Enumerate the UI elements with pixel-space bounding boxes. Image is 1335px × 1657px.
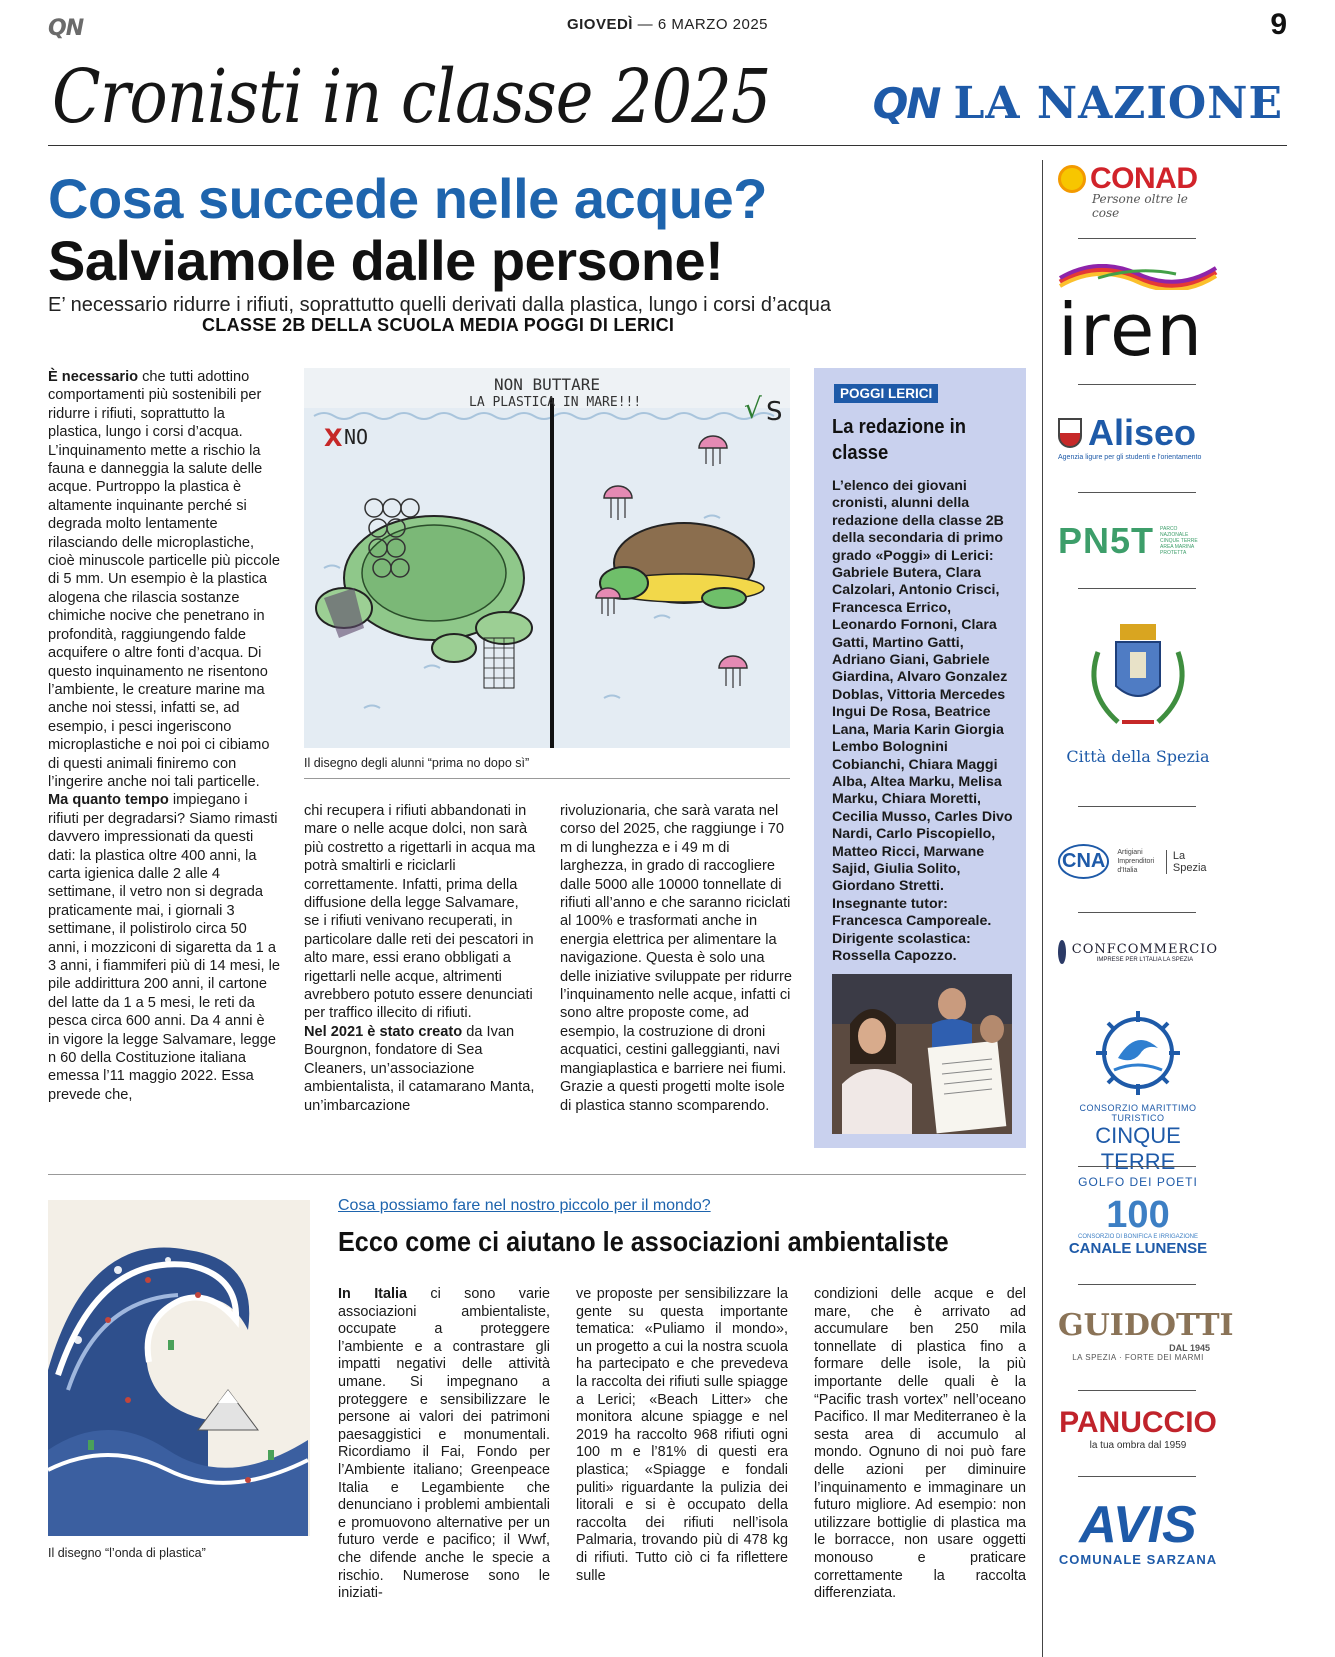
sponsor-rule [1078, 1390, 1196, 1391]
lunense-anniversary: 100 [1106, 1194, 1170, 1236]
eagle-icon [1058, 940, 1066, 964]
city-crest-icon [1058, 622, 1218, 742]
panuccio-logo: PANUCCIO [1059, 1406, 1217, 1439]
cinque-terre-consortium: CONSORZIO MARITTIMO TURISTICO [1079, 1103, 1197, 1123]
sponsor-rule [1078, 588, 1196, 589]
pn5t-subtitle: PARCO NAZIONALE CINQUE TERRE AREA MARINA PROTETTA [1160, 526, 1198, 556]
sponsor-avis[interactable] [1058, 1498, 1218, 1567]
shield-icon [1058, 418, 1082, 448]
cinque-terre-logo: CINQUE TERRE [1095, 1123, 1181, 1174]
iren-logo: iren [1058, 288, 1204, 372]
sponsor-cna[interactable] [1058, 844, 1218, 879]
article-column-2 [304, 802, 536, 1115]
drawing-caption: Il disegno degli alunni “prima no dopo sì” [304, 756, 530, 770]
masthead [48, 50, 1287, 146]
sponsor-rule [1078, 238, 1196, 239]
confcommercio-subtitle: IMPRESE PER L'ITALIA LA SPEZIA [1096, 956, 1194, 963]
article-column-1 [48, 368, 280, 1104]
panuccio-slogan: la tua ombra dal 1959 [1089, 1440, 1187, 1451]
pn5t-logo: PN5T [1058, 520, 1155, 561]
lead-in: In Italia [338, 1286, 407, 1302]
guidotti-since: DAL 1945 [1169, 1343, 1210, 1353]
article2-headline: Ecco come ci aiutano le associazioni ambientaliste [338, 1226, 949, 1257]
lead-in: È necessario [48, 369, 139, 385]
drawing-caption-top: NON BUTTARE [494, 375, 600, 394]
drawing-caption-top-2: LA PLASTICA IN MARE!!! [469, 395, 642, 410]
avis-subtitle: COMUNALE SARZANA [1058, 1552, 1218, 1567]
ship-wheel-dolphin-icon [1058, 1008, 1218, 1098]
cna-subtitle: Artigiani Imprenditori d'Italia [1117, 849, 1155, 874]
drawing-x-mark: X [324, 424, 343, 452]
sponsor-guidotti[interactable] [1058, 1308, 1234, 1362]
section-divider [48, 1174, 1026, 1175]
drawing-illustration [304, 368, 790, 748]
sponsor-confcommercio[interactable] [1058, 940, 1218, 964]
date: 6 MARZO 2025 [657, 16, 769, 33]
masthead-brand [873, 78, 1283, 129]
sponsor-pn5t[interactable] [1058, 520, 1218, 562]
avis-logo: AVIS [1079, 1496, 1197, 1554]
wave-caption: Il disegno “l’onda di plastica” [48, 1546, 206, 1560]
paragraph: da Ivan Bourgnon, fondatore di Sea Cleaners, un’associazione ambientalista, il catamarano Manta, un’imbarcazione [304, 1023, 535, 1114]
drawing-check-mark: √ [744, 392, 762, 425]
caption-divider [304, 778, 790, 779]
guidotti-logo: GUIDOTTI [1058, 1308, 1234, 1343]
sidebox-tag: POGGI LERICI [834, 384, 938, 403]
class-photo [832, 974, 1012, 1134]
paragraph: impiegano i rifiuti per degradarsi? Siamo rimasti davvero impressionati da questi dati: la plastica oltre 400 anni, la carta igienica dalle 2 alle 4 settimane, il vetro non si degrada praticamente mai, i giornali 3 settimane, il polistirolo circa 50 anni, i mozziconi di sigaretta da 1 a 3 anni, i fiammiferi più di 14 mesi, le pile addirittura 200 anni, il cartone del latte da 1 a 5 mesi, le reti da pesca circa 600 anni. Da 4 anni è in vigore la legge Salvamare, legge n 60 della Costituzione italiana emessa l’11 maggio 2022. Essa prevede che, [48, 792, 280, 1103]
paragraph: ve proposte per sensibilizzare la gente su questa importante tematica: «Puliamo il mondo», un progetto a cui la nostra scuola ha partecipato e che prevedeva la raccolta dei rifiuti sulle spiagge a Lerici; «Beach Litter» che monitora alcune spiagge e nel 2019 ha raccolto 968 rifiuti ogni 100 m e l’81% di questi era plastica; «Spiagge e fondali puliti» riguardante la pulizia dei litorali e si è occupato della raccolta dei rifiuti nell’isola Palmaria, trovando più di 478 kg di rifiuti. Tutto ciò ci fa riflettere sulle [576, 1286, 788, 1584]
paragraph: condizioni delle acque e del mare, che è arrivato ad accumulare ben 250 mila tonnellate di plastica fino a formare delle isole, la più importante delle quali è la “Pacific trash vortex” nell’oceano Pacifico. Il mar Mediterraneo è la sesta area di accumulo al mondo. Ognuno di noi può fare delle azioni per diminuire l’inquinamento e immaginare un futuro migliore. Ad esempio: non utilizzare bottiglie di plastica ma le borracce, non usare oggetti monouso e praticare correttamente la raccolta differenziata. [814, 1286, 1026, 1602]
sponsor-conad[interactable] [1058, 162, 1218, 220]
sponsor-iren[interactable] [1058, 264, 1218, 372]
lunense-subtitle: CONSORZIO DI BONIFICA E IRRIGAZIONE [1077, 1234, 1198, 1240]
section-title: Cronisti in classe 2025 [52, 54, 771, 140]
sponsor-rule [1078, 492, 1196, 493]
headline-line-1: Cosa succede nelle acque? [48, 167, 767, 230]
day: GIOVEDÌ [566, 16, 633, 33]
paragraph: che tutti adottino comportamenti più sostenibili per ridurre i rifiuti, soprattutto la plastica, lungo i corsi d’acqua. L’inquinamento mette a rischio la fauna e danneggia la salute delle acque. Purtroppo la plastica è altamente inquinante perché si degrada molto lentamente rilasciando delle microplastiche, cioè minuscole particelle più piccole di 5 mm. Un esempio è la plastica alogena che rilascia sostanze chimiche nocive che penetrano in profondità, raggiungendo falde acquifere o altre fonti d’acqua. Di questo inquinamento ne risentono l’ambiente, le creature marine ma anche noi stessi, infatti se, ad esempio, i pesci ingeriscono microplastiche e noi poi ci cibiamo di questi animali finiremo con l’ingerire anche noi tali particelle. [48, 369, 280, 790]
conad-logo: CONAD [1090, 162, 1198, 195]
dateline [48, 16, 1287, 33]
student-drawing-plastic-wave [48, 1200, 310, 1536]
article2-column-2 [576, 1286, 788, 1585]
sponsor-aliseo[interactable] [1058, 412, 1218, 461]
aliseo-subtitle: Agenzia ligure per gli studenti e l'orientamento [1058, 454, 1202, 461]
sidebox-text [832, 478, 1016, 965]
aliseo-logo: Aliseo [1088, 412, 1197, 453]
lead-in: Ma quanto tempo [48, 792, 169, 809]
flower-icon [1058, 165, 1086, 193]
sidebox-title: La redazione in classe [832, 416, 966, 464]
paragraph: dei giovani cronisti, alunni della redazione della classe 2B della secondaria di primo grado «Poggi» di Lerici: Gabriele Butera, Clara Calzolari, Antonio Crisci, Francesca Errico, Leonardo Fornoni, Clara Gatti, Martino Gatti, Adriano Giani, Gabriele Giardina, Alvaro Gonzalez Doblas, Vittoria Mercedes Ingui De Rosa, Beatrice Lana, Maria Karin Giorgia Lembo Bolognini Cobianchi, Chiara Maggi Alba, Altea Marku, Melisa Marku, Chiara Moretti, Cecilia Musso, Carles Divo Nardi, Carlo Piscopiello, Matteo Ricci, Marwane Sajid, Giulia Solito, Giordano Stretti. Insegnante tutor: Francesca Camporeale. Dirigente scolastica: Rossella Capozzo. [832, 478, 1013, 964]
cna-logo: CNA [1058, 844, 1109, 879]
citta-spezia-label: Città della Spezia [1066, 747, 1210, 766]
cna-city: La Spezia [1166, 850, 1218, 874]
student-drawing-turtles [304, 368, 790, 748]
lunense-logo: CANALE LUNENSE [1068, 1240, 1208, 1257]
sponsor-rule [1078, 1166, 1196, 1167]
sponsor-cinque-terre[interactable] [1058, 1008, 1218, 1189]
sponsor-rule [1078, 806, 1196, 807]
paragraph: ci sono varie associazioni ambientaliste, occupate a proteggere l’ambiente e a contrastare gli impatti negativi delle attività umane. Si impegnano a proteggere e sensibilizzare le persone ai valori dei patrimoni paesaggistici e monumentali. Ricordiamo il Fai, Fondo per l’Ambiente italiano; Greenpeace Italia e Legambiente che denunciano i problemi ambientali e promuovono alternative per un futuro verde e pacifico; il Wwf, che difende anche le specie a rischio. Numerose sono le iniziati- [338, 1286, 550, 1602]
drawing-yes-label: S [766, 397, 783, 427]
sponsor-rule [1078, 1476, 1196, 1477]
drawing-no-label: NO [344, 425, 369, 449]
sponsor-rule [1078, 1284, 1196, 1285]
sponsor-divider [1042, 160, 1043, 1657]
byline: CLASSE 2B DELLA SCUOLA MEDIA POGGI DI LERICI [202, 315, 675, 335]
iren-rainbow-icon [1058, 264, 1218, 290]
article-column-3 [560, 802, 792, 1115]
sponsor-canale-lunense[interactable] [1058, 1196, 1218, 1257]
la-nazione-logo: LA NAZIONE [953, 78, 1283, 129]
paragraph: rivoluzionaria, che sarà varata nel corso del 2025, che raggiunge i 70 m di lunghezza e i 49 m di larghezza, in grado di raccogliere dalle 5000 alle 10000 tonnellate di rifiuti all’anno e che saranno riciclati al 100% e trasformati anche in energia elettrica per alimentare la navigazione. Questa è solo una delle iniziative sviluppate per ridurre l’inquinamento nelle acque, infatti ci sono altre proposte come, ad esempio, la costruzione di droni acquatici, cestini galleggianti, navi mangiaplastica e barriere nei fiumi. Grazie a questi progetti molte isole di plastica stanno scomparendo. [560, 803, 792, 1114]
lead-in: L’elenco [832, 478, 889, 494]
sidebox-redazione [814, 368, 1026, 1148]
lead-in: Nel 2021 è stato creato [304, 1023, 463, 1040]
article2-kicker[interactable]: Cosa possiamo fare nel nostro piccolo per il mondo? [338, 1197, 711, 1214]
date-separator: — [637, 16, 658, 33]
sponsor-rule [1078, 384, 1196, 385]
article2-column-1 [338, 1286, 550, 1603]
confcommercio-logo: CONFCOMMERCIO [1071, 941, 1218, 957]
top-bar [48, 8, 1287, 48]
subheadline: E’ necessario ridurre i rifiuti, soprattutto quelli derivati dalla plastica, lungo i corsi d’acqua [48, 294, 831, 316]
qn-logo: QN [872, 79, 940, 128]
headline-line-2: Salviamole dalle persone! [48, 229, 724, 292]
sponsor-rule [1078, 912, 1196, 913]
sponsor-panuccio[interactable] [1058, 1406, 1218, 1451]
sponsor-citta-spezia[interactable] [1058, 622, 1218, 766]
conad-slogan: Persone oltre le cose [1092, 192, 1188, 220]
guidotti-places: LA SPEZIA · FORTE DEI MARMI [1072, 1353, 1204, 1362]
article2-column-3 [814, 1286, 1026, 1603]
paragraph: chi recupera i rifiuti abbandonati in mare o nelle acque dolci, non sarà più costretto a rigettarli in acqua ma potrà smaltirli e riciclarli correttamente. Infatti, prima della diffusione della legge Salvamare, se i rifiuti venivano recuperati, in particolare dalle reti dei pescatori in alto mare, essi erano obbligati a rigettarli nelle acque, altrimenti avrebbero potuto essere denunciati per traffico illecito di rifiuti. [304, 803, 536, 1022]
cinque-terre-subtitle: GOLFO DEI POETI [1078, 1175, 1198, 1189]
qn-logo-small: QN [48, 16, 84, 41]
page-number: 9 [1270, 8, 1287, 41]
